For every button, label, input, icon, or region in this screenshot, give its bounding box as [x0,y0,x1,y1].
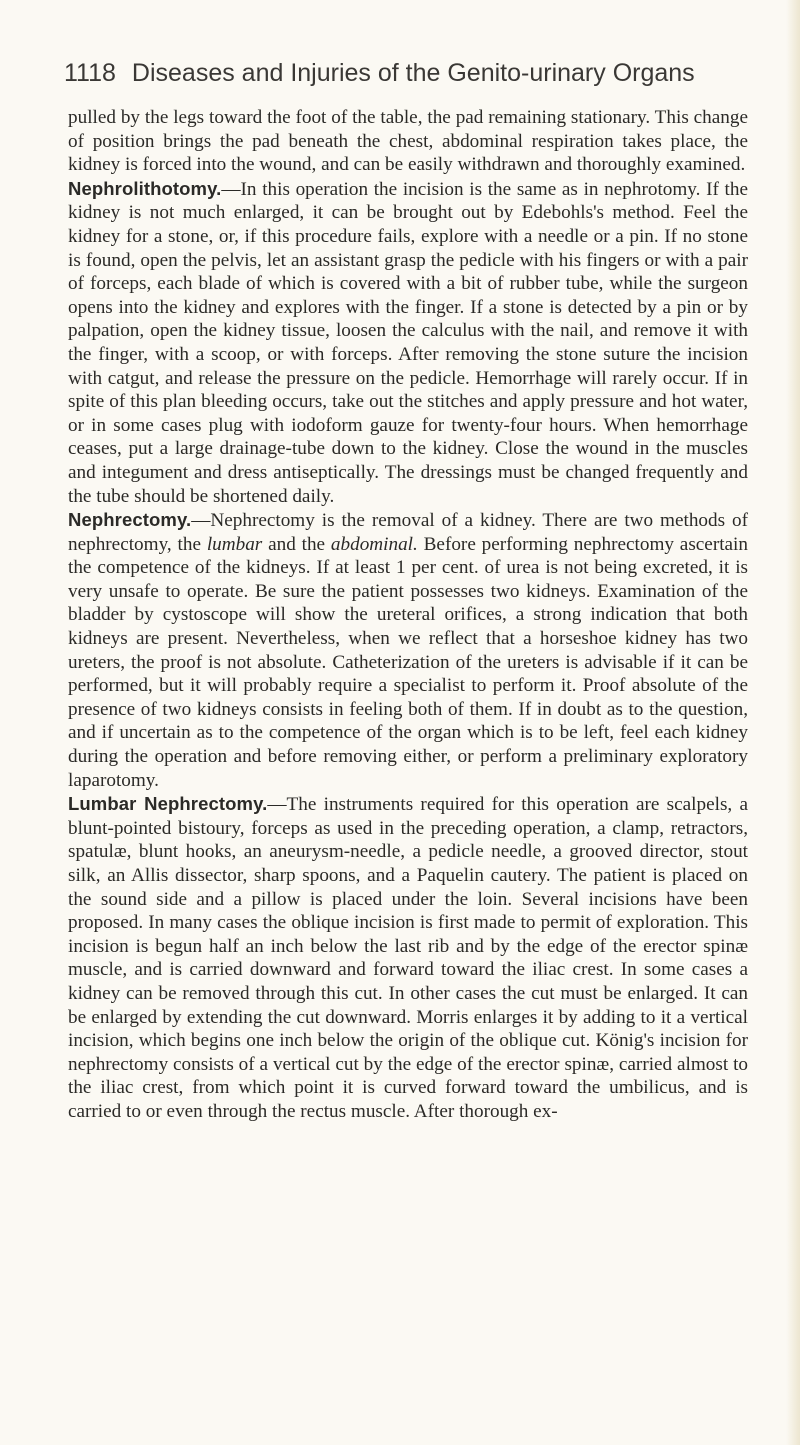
paragraph [68,177,748,508]
paragraph-text: —In this operation the incision is the same as in nephrotomy. If the kidney is not much enlarged, it can be brought out by Edebohls's method. Feel the kidney for a stone, or, if this procedure fails, explore with a needle or a pin. If no stone is found, open the pelvis, let an assistant grasp the pedicle with his fingers or with a pair of forceps, each blade of which is covered with a bit of rubber tube, while the surgeon opens into the kidney and explores with the finger. If a stone is detected by a pin or by palpation, open the kidney tissue, loosen the calculus with the nail, and remove it with the finger, with a scoop, or with forceps. After removing the stone suture the incision with catgut, and release the pressure on the pedicle. Hemorrhage will rarely occur. If in spite of this plan bleeding occurs, take out the stitches and apply pressure and hot water, or in some cases plug with iodoform gauze for twenty-four hours. When hemorrhage ceases, put a large drainage-tube down to the kidney. Close the wound in the muscles and integument and dress antiseptically. The dressings must be changed frequently and the tube should be shortened daily. [68,178,748,507]
body-text [68,106,748,1124]
section-heading: Nephrolithotomy. [68,177,222,199]
paragraph-text: and the [262,533,331,555]
paragraph-text: Before performing nephrectomy ascertain the competence of the kidneys. If at least 1 per cent. of urea is not being excreted, it is very unsafe to operate. Be sure the patient possesses two kidneys. Examination of the bladder by cystoscope will show the ureteral orifices, a strong indication that both kidneys are present. Nevertheless, when we reflect that a horseshoe kidney has two ureters, the proof is not absolute. Catheterization of the ureters is advisable if it can be performed, but it will probably require a specialist to perform it. Proof absolute of the presence of two kidneys consists in feeling both of them. If in doubt as to the question, and if uncertain as to the competence of the organ which is to be left, feel each kidney during the operation and before removing either, or perform a preliminary exploratory laparotomy. [68,533,748,791]
running-header [64,56,748,90]
paragraph-text: —Nephrectomy is the removal of a kidney. There are two methods of nephrectomy, the [68,510,748,555]
paragraph [68,792,748,1123]
book-page [64,56,748,1124]
paragraph-text: —The instruments required for this operation are scalpels, a blunt-pointed bistoury, forceps as used in the preceding operation, a clamp, retractors, spatulæ, blunt hooks, an aneurysm-needle, a pedicle needle, a grooved director, stout silk, an Allis dissector, sharp spoons, and a Paquelin cautery. The patient is placed on the sound side and a pillow is placed under the loin. Several incisions have been proposed. In many cases the oblique incision is first made to permit of exploration. This incision is begun half an inch below the last rib and by the edge of the erector spinæ muscle, and is carried downward and forward toward the iliac crest. In some cases a kidney can be removed through this cut. In other cases the cut must be enlarged. It can be enlarged by extending the cut downward. Morris enlarges it by adding to it a vertical incision, which begins one inch below the origin of the oblique cut. König's incision for nephrectomy consists of a vertical cut by the edge of the erector spinæ, carried almost to the iliac crest, from which point it is curved forward toward the umbilicus, and is carried to or even through the rectus muscle. After thorough ex- [68,794,748,1122]
page-edge-shading [786,0,800,1445]
running-title: Diseases and Injuries of the Genito-urinary Organs [131,59,695,87]
paragraph-text: pulled by the legs toward the foot of the table, the pad remaining stationary. This change of position brings the pad beneath the chest, abdominal respiration takes place, the kidney is forced into the wound, and can be easily withdrawn and thoroughly examined. [68,107,748,176]
section-heading: Lumbar Nephrectomy. [68,793,268,815]
paragraph [68,106,748,177]
italic-term: lumbar [206,533,263,555]
italic-term: abdominal. [330,533,418,555]
paragraph [68,508,748,792]
section-heading: Nephrectomy. [68,509,192,531]
page-number: 1118 [64,59,116,87]
